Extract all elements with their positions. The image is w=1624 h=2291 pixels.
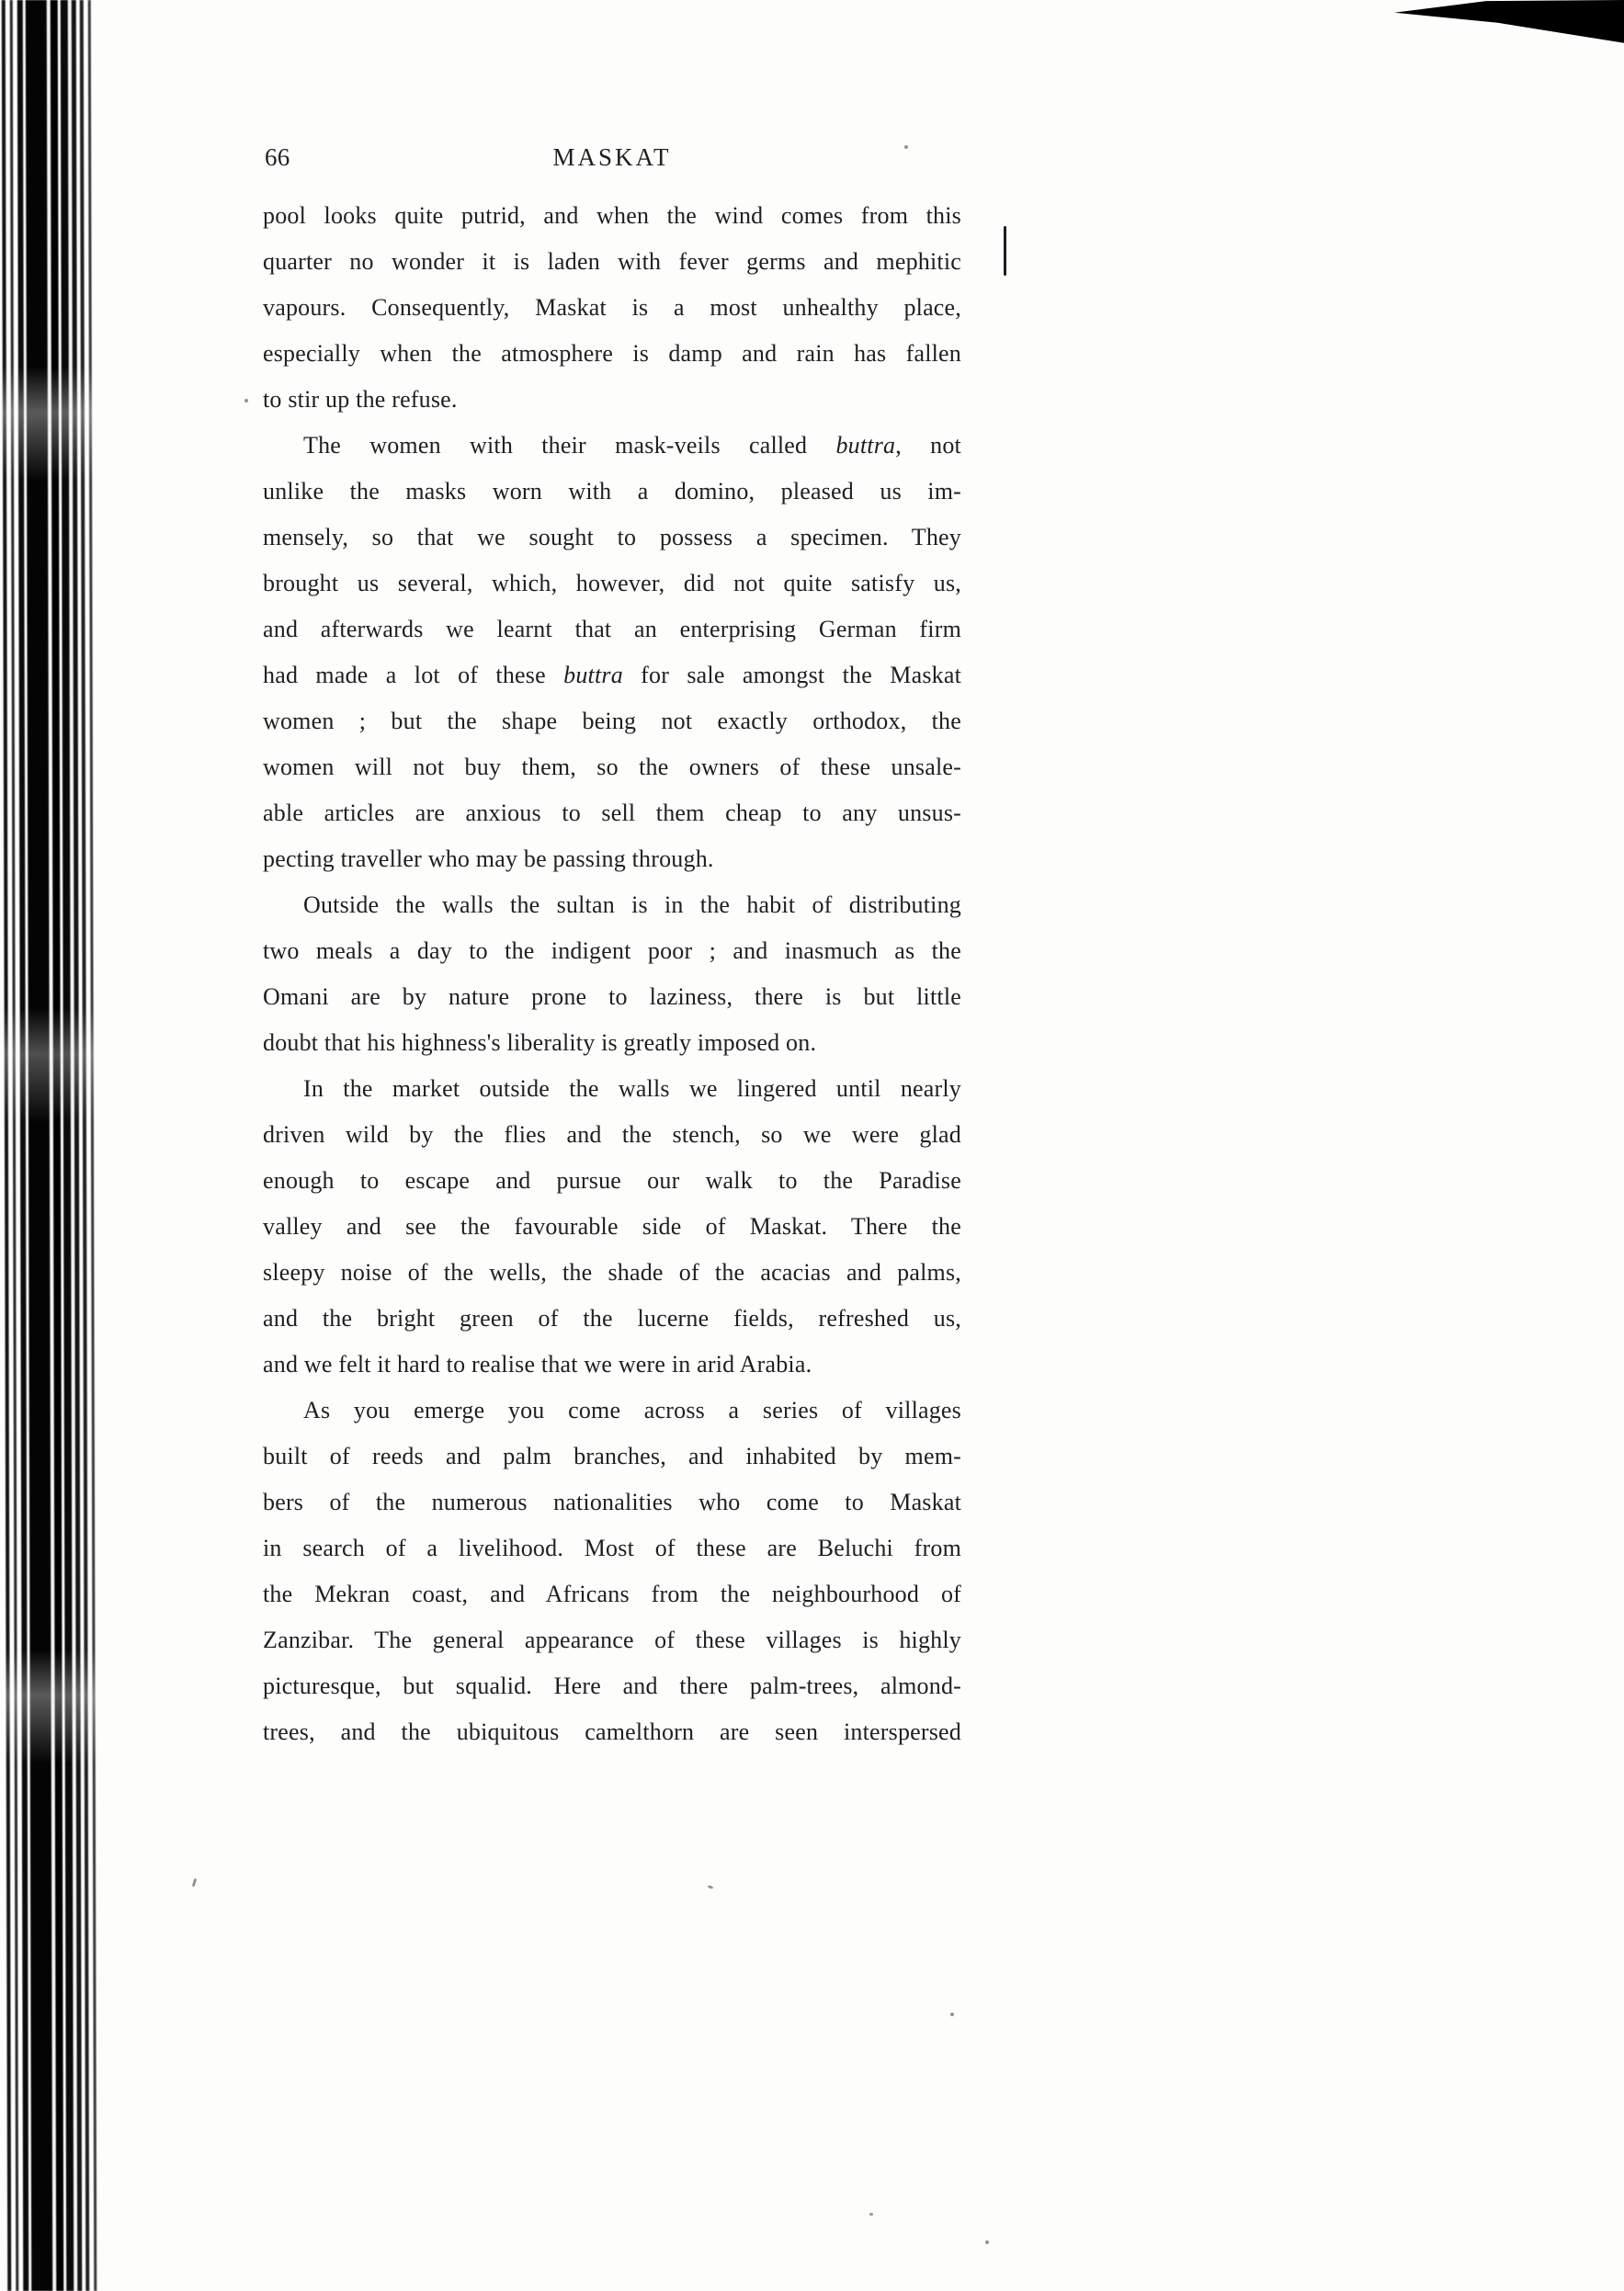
text-line	[263, 1663, 961, 1709]
italic-text: buttra	[563, 662, 623, 688]
paragraph	[263, 423, 961, 882]
text-line	[263, 1571, 961, 1617]
text-block	[263, 193, 961, 1755]
text-segment: able articles are anxious to sell them cheap to any unsus-	[263, 800, 961, 826]
text-segment: sleepy noise of the wells, the shade of the acacias and palms,	[263, 1259, 961, 1286]
text-line	[263, 515, 961, 561]
text-segment: unlike the masks worn with a domino, pleased us im-	[263, 478, 961, 505]
text-segment: trees, and the ubiquitous camelthorn are seen interspersed	[263, 1718, 961, 1745]
paragraph	[263, 882, 961, 1066]
text-segment: mensely, so that we sought to possess a specimen. They	[263, 524, 961, 550]
text-segment: built of reeds and palm branches, and inhabited by mem-	[263, 1443, 961, 1469]
text-line	[263, 1204, 961, 1250]
text-segment: pecting traveller who may be passing through.	[263, 845, 714, 872]
text-line	[263, 1250, 961, 1296]
text-line	[263, 652, 961, 698]
text-segment: especially when the atmosphere is damp and rain has fallen	[263, 340, 961, 367]
paragraph	[263, 1388, 961, 1755]
scan-speck	[950, 2013, 954, 2016]
paragraph	[263, 193, 961, 423]
text-line	[263, 836, 961, 882]
text-segment: Omani are by nature prone to laziness, there is but little	[263, 983, 961, 1010]
text-segment: bers of the numerous nationalities who come to Maskat	[263, 1489, 961, 1515]
text-line	[263, 561, 961, 607]
text-segment: and the bright green of the lucerne fields, refreshed us,	[263, 1305, 961, 1332]
text-line	[263, 1112, 961, 1158]
text-segment: women will not buy them, so the owners of these unsale-	[263, 754, 961, 780]
scan-speck	[985, 2240, 989, 2244]
text-segment: , not	[895, 432, 961, 459]
text-line	[263, 1296, 961, 1342]
text-segment: quarter no wonder it is laden with fever germs and mephitic	[263, 248, 961, 275]
text-segment: The women with their mask-veils called	[303, 432, 836, 459]
text-line	[263, 928, 961, 974]
text-line	[263, 744, 961, 790]
text-segment: to stir up the refuse.	[263, 386, 458, 413]
scan-speck	[244, 399, 248, 403]
page-number: 66	[265, 143, 290, 171]
text-segment: in search of a livelihood. Most of these are Beluchi from	[263, 1535, 961, 1561]
text-segment: enough to escape and pursue our walk to the Paradise	[263, 1167, 961, 1194]
text-line	[263, 1066, 961, 1112]
italic-text: buttra	[835, 432, 896, 459]
text-line	[263, 882, 961, 928]
page-title: MASKAT	[552, 143, 672, 171]
text-segment: two meals a day to the indigent poor ; and inasmuch as the	[263, 937, 961, 964]
text-segment: the Mekran coast, and Africans from the neighbourhood of	[263, 1581, 961, 1607]
page-header	[263, 134, 961, 193]
scan-speck	[192, 1878, 197, 1887]
text-segment: In the market outside the walls we lingered until nearly	[303, 1075, 961, 1102]
text-line	[263, 607, 961, 652]
text-line	[263, 1709, 961, 1755]
text-line	[263, 423, 961, 469]
text-segment: valley and see the favourable side of Maskat. There the	[263, 1213, 961, 1240]
paragraph	[263, 1066, 961, 1388]
text-segment: and we felt it hard to realise that we were in arid Arabia.	[263, 1351, 812, 1378]
text-segment: women ; but the shape being not exactly orthodox, the	[263, 708, 961, 734]
text-line	[263, 1388, 961, 1434]
text-segment: vapours. Consequently, Maskat is a most unhealthy place,	[263, 294, 961, 321]
text-line	[263, 1434, 961, 1480]
text-line	[263, 469, 961, 515]
text-line	[263, 331, 961, 377]
text-line	[263, 1617, 961, 1663]
text-segment: picturesque, but squalid. Here and there palm-trees, almond-	[263, 1673, 961, 1699]
text-segment: doubt that his highness's liberality is greatly imposed on.	[263, 1029, 817, 1056]
text-segment: and afterwards we learnt that an enterprising German firm	[263, 616, 961, 642]
text-segment: As you emerge you come across a series of villages	[303, 1397, 961, 1423]
text-line	[263, 377, 961, 423]
text-line	[263, 974, 961, 1020]
text-line	[263, 239, 961, 285]
text-line	[263, 193, 961, 239]
text-segment: brought us several, which, however, did not quite satisfy us,	[263, 570, 961, 596]
text-line	[263, 1158, 961, 1204]
scan-speck	[708, 1885, 714, 1889]
text-segment: Zanzibar. The general appearance of these villages is highly	[263, 1627, 961, 1653]
page-edge-mark	[1004, 226, 1006, 276]
text-line	[263, 1480, 961, 1525]
text-segment: pool looks quite putrid, and when the wind comes from this	[263, 202, 961, 229]
text-line	[263, 1342, 961, 1388]
text-line	[263, 1020, 961, 1066]
page-content	[263, 134, 961, 1755]
scan-speck	[869, 2213, 873, 2216]
text-line	[263, 698, 961, 744]
scan-binding-edge	[0, 0, 111, 2291]
text-segment: had made a lot of these	[263, 662, 564, 688]
page-corner-fold-mark	[1394, 0, 1624, 51]
text-segment: driven wild by the flies and the stench, so we were glad	[263, 1121, 961, 1148]
text-line	[263, 1525, 961, 1571]
text-line	[263, 790, 961, 836]
text-line	[263, 285, 961, 331]
text-segment: Outside the walls the sultan is in the habit of distributing	[303, 891, 961, 918]
text-segment: for sale amongst the Maskat	[622, 662, 962, 688]
